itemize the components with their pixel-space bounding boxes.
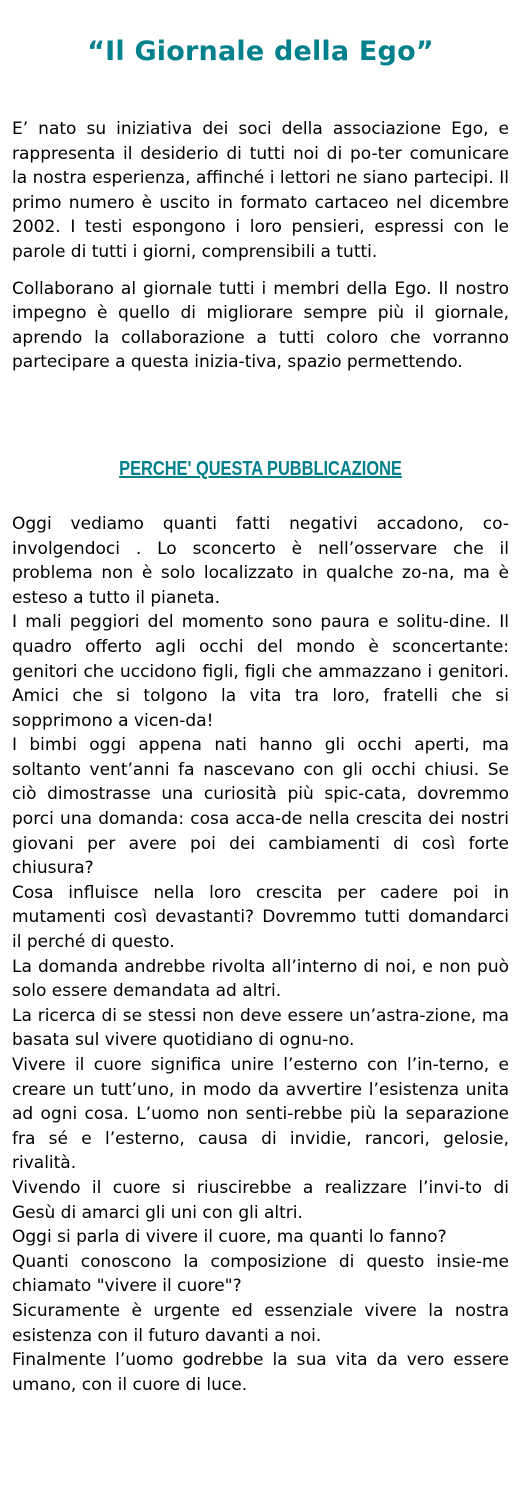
page-title: “Il Giornale della Ego” <box>87 36 434 67</box>
article-paragraph: Vivendo il cuore si riuscirebbe a realizzare l’invi-to di Gesù di amarci gli uni con gli altri. <box>12 1177 509 1223</box>
article-paragraph: Quanti conoscono la composizione di questo insie-me chiamato "vivere il cuore"? <box>12 1251 509 1297</box>
intro-paragraph: E’ nato su iniziativa dei soci della associazione Ego, e rappresenta il desiderio di tutti noi di po-ter comunicare la nostra esperienza, affinché i lettori ne siano partecipi. Il primo numero è uscito in formato cartaceo nel dicembre 2002. I testi espongono i loro pensieri, espressi con le parole di tutti i giorni, comprensibili a tutti. <box>12 119 509 262</box>
intro-paragraph: Collaborano al giornale tutti i membri della Ego. Il nostro impegno è quello di migliorare sempre più il giornale, aprendo la collaborazione a tutti coloro che vorranno partecipare a questa inizia-tiva, spazio permettendo. <box>12 278 509 373</box>
article-paragraph: Cosa influisce nella loro crescita per cadere poi in mutamenti così devastanti? Dovremmo tutti domandarci il perché di questo. <box>12 882 509 953</box>
article-paragraph: La ricerca di se stessi non deve essere un’astra-zione, ma basata sul vivere quotidiano di ognu-no. <box>12 1005 509 1051</box>
article-paragraph: Oggi si parla di vivere il cuore, ma quanti lo fanno? <box>12 1227 447 1248</box>
article-paragraph: I mali peggiori del momento sono paura e solitu-dine. Il quadro offerto agli occhi del mondo è sconcertante: genitori che uccidono figli, figli che ammazzano i genitori. Amici che si tolgono la vita tra loro, fratelli che si sopprimono a vicen-da! <box>12 612 509 731</box>
article-body <box>12 512 509 1397</box>
article-paragraph: La domanda andrebbe rivolta all’interno di noi, e non può solo essere demandata ad altri. <box>12 956 509 1002</box>
article-paragraph: I bimbi oggi appena nati hanno gli occhi aperti, ma soltanto vent’anni fa nascevano con gli occhi chiusi. Se ciò dimostrasse una curiosità più spic-cata, dovremmo porci una domanda: cosa acca-de nella crescita dei nostri giovani per avere poi dei cambiamenti di così forte chiusura? <box>12 735 509 879</box>
article-paragraph: Oggi vediamo quanti fatti negativi accadono, co-involgendoci . Lo sconcerto è nell’osservare che il problema non è solo localizzato in qualche zo-na, ma è esteso a tutto il pianeta. <box>12 513 509 608</box>
intro-section <box>12 117 509 375</box>
article-paragraph: Sicuramente è urgente ed essenziale vivere la nostra esistenza con il futuro davanti a noi. <box>12 1300 509 1346</box>
article-paragraph: Finalmente l’uomo godrebbe la sua vita da vero essere umano, con il cuore di luce. <box>12 1350 509 1395</box>
article-paragraph: Vivere il cuore significa unire l’esterno con l’in-terno, e creare un tutt’uno, in modo da avvertire l’esistenza unita ad ogni cosa. L’uomo non senti-rebbe più la separazione fra sé e l’esterno, causa di invidie, rancori, gelosie, rivalità. <box>12 1055 509 1174</box>
newsletter-page <box>12 0 509 1397</box>
section-title: PERCHE' QUESTA PUBBLICAZIONE <box>119 457 402 480</box>
